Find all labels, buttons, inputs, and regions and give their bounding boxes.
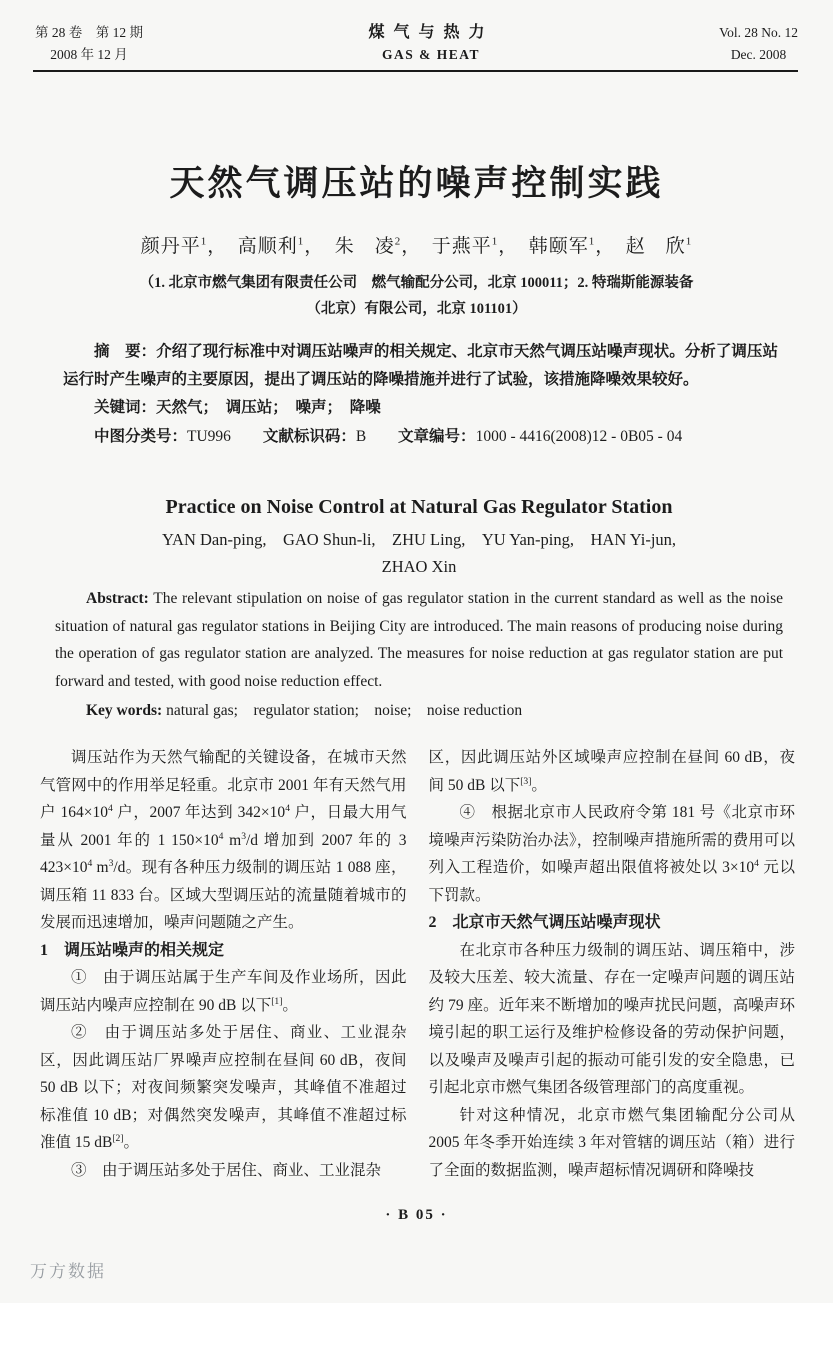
journal-date-en: Dec. 2008	[730, 47, 787, 62]
journal-date-cn: 2008 年 12 月	[50, 47, 128, 62]
journal-issue-block	[35, 22, 143, 66]
journal-title-block	[369, 22, 494, 65]
section-1-heading: 1 调压站噪声的相关规定	[40, 941, 225, 959]
clc-label: 中图分类号：	[94, 427, 188, 445]
affiliation-line: （1. 北京市燃气集团有限责任公司 燃气输配分公司，北京 100011；2. 特瑞斯能源装备	[139, 275, 694, 291]
doc-code-pair	[263, 428, 366, 445]
article-title-en: Practice on Noise Control at Natural Gas Regulator Station	[165, 496, 673, 518]
authors-en-line1: YAN Dan-ping, GAO Shun-li, ZHU Ling, YU Yan-ping, HAN Yi-jun,	[161, 530, 677, 549]
body-paragraph: ① 由于调压站属于生产车间及作业场所，因此调压站内噪声应控制在 90 dB 以下[1]。	[40, 969, 407, 1014]
abstract-label-cn: 摘 要：	[94, 343, 157, 360]
article-authors-cn: 颜丹平$^1$， 高顺利$^1$， 朱 凌$^2$， 于燕平$^1$， 韩颐军$^1$， 赵 欣$^1$	[140, 235, 693, 257]
article-title-cn: 天然气调压站的噪声控制实践	[169, 164, 664, 203]
clc-value: TU996	[187, 427, 231, 445]
article-authors-en	[55, 526, 783, 580]
keywords-cn-line	[63, 394, 778, 422]
header-rule	[33, 70, 798, 72]
clc-pair	[94, 428, 231, 445]
journal-header	[35, 22, 798, 66]
journal-vol-en: Vol. 28 No. 12	[719, 25, 798, 40]
english-block	[55, 494, 783, 724]
body-paragraph: ② 由于调压站多处于居住、商业、工业混杂区，因此调压站厂界噪声应控制在昼间 60 dB，夜间 50 dB 以下；对夜间频繁突发噪声，其峰值不准超过标准值 10 dB；对偶然突发噪声，其峰值不准超过标准值 15 dB[2]。	[40, 1024, 407, 1151]
left-column	[40, 744, 407, 1184]
abstract-text-en: The relevant stipulation on noise of gas regulator station in the current standard as well as the noise situation of natural gas regulator stations in Beijing City are introduced. The main reasons of producing noise during the operation of gas regulator station are analyzed. The measures for noise reduction at gas regulator station are put forward and tested, with good noise reduction effect.	[55, 590, 783, 690]
article-id-pair	[398, 428, 682, 445]
body-paragraph: 区，因此调压站外区域噪声应控制在昼间 60 dB，夜间 50 dB 以下[3]。	[428, 749, 795, 794]
article-affiliations	[0, 270, 833, 322]
keywords-label-cn: 关键词：	[94, 399, 157, 416]
article-id-label: 文章编号：	[398, 427, 476, 445]
body-paragraph: 在北京市各种压力级制的调压站、调压箱中，涉及较大压差、较大流量、存在一定噪声问题的调压站约 79 座。近年来不断增加的噪声扰民问题，高噪声环境引起的职工运行及维护检修设备的劳动保护问题，以及噪声及噪声引起的振动可能引发的安全隐患，已引起北京市燃气集团各级管理部门的高度重视。	[428, 941, 795, 1096]
journal-volume-issue: 第 28 卷 第 12 期	[35, 25, 143, 40]
keywords-en: natural gas; regulator station; noise; noise reduction	[166, 702, 523, 719]
body-columns	[40, 744, 795, 1184]
clc-line	[63, 423, 778, 451]
journal-volume-block-en	[719, 22, 798, 66]
body-paragraph: 针对这种情况，北京市燃气集团输配分公司从 2005 年冬季开始连续 3 年对管辖的调压站（箱）进行了全面的数据监测，噪声超标情况调研和降噪技	[428, 1106, 795, 1179]
journal-title-en: GAS & HEAT	[382, 47, 481, 62]
keywords-label-en: Key words:	[86, 702, 163, 719]
body-paragraph: ③ 由于调压站多处于居住、商业、工业混杂	[71, 1161, 382, 1179]
keywords-en-line	[55, 697, 783, 724]
doc-code-label: 文献标识码：	[262, 427, 356, 445]
wanfang-watermark: 万方数据	[30, 1262, 106, 1281]
chinese-abstract-block	[63, 338, 778, 450]
journal-title-cn: 煤气与热力	[368, 24, 494, 41]
abstract-text-cn: 介绍了现行标准中对调压站噪声的相关规定、北京市天然气调压站噪声现状。分析了调压站运行时产生噪声的主要原因，提出了调压站的降噪措施并进行了试验，该措施降噪效果较好。	[63, 343, 778, 388]
doc-code-value: B	[355, 427, 367, 445]
affiliation-line: （北京）有限公司，北京 101101）	[306, 301, 527, 317]
page-number-footer: · B 05 ·	[385, 1207, 448, 1223]
body-paragraph: ④ 根据北京市人民政府令第 181 号《北京市环境噪声污染防治办法》，控制噪声措施所需的费用可以列入工程造价，如噪声超出限值将被处以 $3\times 10^4$ 元以下罚款。	[428, 804, 795, 904]
keywords-cn: 天然气； 调压站； 噪声； 降噪	[156, 399, 381, 416]
authors-en-line2: ZHAO Xin	[381, 557, 457, 576]
abstract-en-paragraph	[55, 585, 783, 695]
abstract-label-en: Abstract:	[86, 590, 149, 607]
right-column	[429, 744, 796, 1184]
article-id-value: 1000 - 4416(2008)12 - 0B05 - 04	[475, 427, 683, 445]
abstract-cn-paragraph	[63, 338, 778, 393]
body-paragraph: 调压站作为天然气输配的关键设备，在城市天然气管网中的作用举足轻重。北京市 2001 年有天然气用户 $164\times 10^4$ 户，2007 年达到 $342\times 10^4$ 户，日最大用气量从 2001 年的 1 $150\times 10^4$ $m^3/d$ 增加到 2007 年的 3 $423\times 10^4$ $m^3/d$。现有各种压力级制的调压站 1 088 座，调压箱 11 833 台。区域大型调压站的流量随着城市的发展而迅速增加，噪声问题随之产生。	[40, 749, 407, 931]
section-2-heading: 2 北京市天然气调压站噪声现状	[428, 914, 661, 931]
